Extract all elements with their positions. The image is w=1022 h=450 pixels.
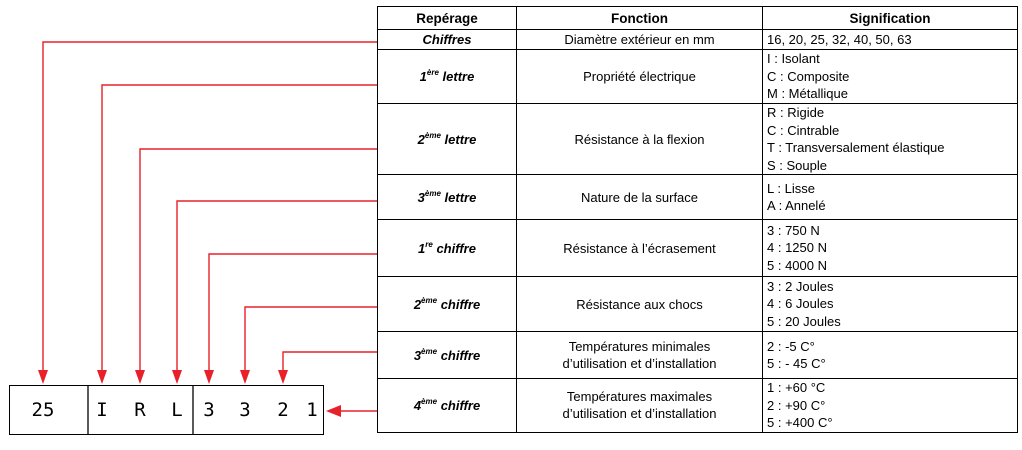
reperage-ordinal: 2 (417, 131, 425, 147)
table-row (378, 30, 1018, 50)
signification-line: R : Rigide (767, 105, 825, 120)
signification-2eme-chiffre (763, 277, 1018, 332)
reperage-2eme-chiffre (378, 277, 517, 332)
signification-line: 2 : +90 C° (767, 397, 826, 413)
arrow-down-icon (172, 370, 182, 384)
table-row (378, 277, 1018, 332)
connector-line (177, 201, 377, 370)
code-char: 3 (203, 399, 215, 421)
reperage-label: chiffre (440, 397, 481, 413)
signification-chiffres (763, 30, 1018, 50)
arrow-down-icon (278, 370, 288, 384)
reperage-ordinal: 3 (417, 189, 425, 205)
signification-line: A : Annelé (767, 198, 826, 213)
reperage-ordinal-suffix: re (425, 239, 433, 249)
signification-line: 3 : 750 N (767, 222, 820, 238)
arrow-down-icon (97, 370, 107, 384)
fonction-2eme-chiffre (517, 277, 763, 332)
header-reperage: Repérage (378, 7, 517, 30)
table-row (378, 104, 1018, 175)
reperage-chiffres (378, 30, 517, 50)
signification-1ere-lettre (763, 50, 1018, 104)
fonction-line: Résistance aux chocs (576, 296, 703, 312)
fonction-line: Températures minimales (568, 339, 711, 354)
reperage-ordinal: 1 (418, 240, 426, 256)
reperage-label: lettre (444, 189, 477, 205)
reperage-ordinal-suffix: ème (421, 396, 438, 406)
code-char: 25 (31, 399, 55, 421)
arrow-left-icon (326, 405, 341, 417)
signification-line: 3 : 2 Joules (767, 278, 834, 294)
reperage-ordinal: 1 (419, 69, 427, 84)
signification-line: S : Souple (767, 157, 827, 173)
reperage-1ere-lettre (378, 50, 517, 104)
reperage-3eme-lettre (378, 175, 517, 220)
signification-3eme-chiffre (763, 332, 1018, 379)
reperage-ordinal-suffix: ère (426, 68, 439, 77)
reperage-3eme-chiffre (378, 332, 517, 379)
signification-line: 5 : 4000 N (767, 257, 827, 273)
reperage-ordinal: 2 (413, 296, 422, 312)
arrow-down-icon (135, 370, 145, 384)
code-char: I (96, 399, 108, 421)
fonction-3eme-chiffre (517, 332, 763, 379)
signification-line: T : Transversalement élastique (767, 140, 945, 155)
fonction-line: Températures maximales (566, 389, 713, 405)
reperage-label: chiffre (440, 296, 481, 312)
reperage-label: chiffre (436, 240, 476, 256)
signification-line: L : Lisse (767, 180, 815, 196)
signification-line: 16, 20, 25, 32, 40, 50, 63 (767, 31, 912, 47)
signification-line: 4 : 1250 N (767, 240, 827, 256)
reperage-4eme-chiffre (378, 379, 517, 433)
code-char: 1 (306, 399, 318, 421)
signification-4eme-chiffre (763, 379, 1018, 433)
table-row (378, 175, 1018, 220)
signification-line: 2 : -5 C° (767, 338, 815, 354)
code-char: 2 (277, 399, 289, 421)
fonction-line: Nature de la surface (580, 189, 699, 205)
signification-line: 1 : +60 °C (767, 380, 826, 395)
code-char: L (171, 399, 183, 421)
signification-1re-chiffre (763, 220, 1018, 277)
connector-line (245, 307, 377, 370)
code-char: R (134, 399, 146, 421)
header-signification: Signification (763, 7, 1018, 30)
fonction-1ere-lettre (517, 50, 763, 104)
reperage-label: lettre (442, 69, 475, 84)
fonction-line: Diamètre extérieur en mm (564, 32, 715, 47)
arrow-down-icon (38, 370, 48, 384)
reperage-ordinal: 4 (413, 397, 422, 413)
signification-line: C : Composite (767, 68, 850, 84)
signification-line: I : Isolant (767, 51, 820, 67)
fonction-line: Résistance à la flexion (574, 131, 705, 147)
reperage-label: lettre (444, 131, 477, 147)
signification-line: C : Cintrable (767, 122, 840, 138)
fonction-1re-chiffre (517, 220, 763, 277)
reperage-label: Chiffres (422, 32, 472, 47)
signification-line: 5 : 20 Joules (767, 313, 841, 329)
fonction-line: Propriété électrique (583, 69, 696, 84)
signification-line: 5 : +400 C° (767, 415, 833, 430)
connector-line (140, 149, 377, 370)
table-row (378, 220, 1018, 277)
signification-3eme-lettre (763, 175, 1018, 220)
reperage-ordinal-suffix: ème (424, 130, 441, 140)
table-header-row (378, 7, 1018, 30)
reference-table (377, 6, 1018, 433)
signification-line: M : Métallique (767, 86, 848, 102)
table-row (378, 332, 1018, 379)
reperage-1re-chiffre (378, 220, 517, 277)
signification-line: 4 : 6 Joules (767, 296, 834, 312)
table-row (378, 50, 1018, 104)
fonction-line: Résistance à l’écrasement (563, 240, 716, 256)
signification-2eme-lettre (763, 104, 1018, 175)
arrow-down-icon (204, 370, 214, 384)
arrow-down-icon (240, 370, 250, 384)
reperage-label: chiffre (440, 347, 481, 363)
reperage-2eme-lettre (378, 104, 517, 175)
connector-line (102, 85, 377, 370)
connector-line (43, 42, 377, 370)
fonction-line: d’utilisation et d’installation (562, 406, 717, 422)
fonction-2eme-lettre (517, 104, 763, 175)
header-fonction: Fonction (517, 7, 763, 30)
reperage-ordinal-suffix: ème (424, 188, 441, 198)
reperage-ordinal-suffix: ème (421, 295, 438, 305)
reperage-ordinal-suffix: ème (421, 346, 438, 356)
signification-line: 5 : - 45 C° (767, 356, 826, 371)
fonction-chiffres (517, 30, 763, 50)
reperage-ordinal: 3 (413, 347, 422, 363)
table-row (378, 379, 1018, 433)
fonction-4eme-chiffre (517, 379, 763, 433)
fonction-line: d’utilisation et d’installation (562, 356, 717, 371)
code-char: 3 (239, 399, 251, 421)
fonction-3eme-lettre (517, 175, 763, 220)
connector-line (283, 352, 377, 370)
